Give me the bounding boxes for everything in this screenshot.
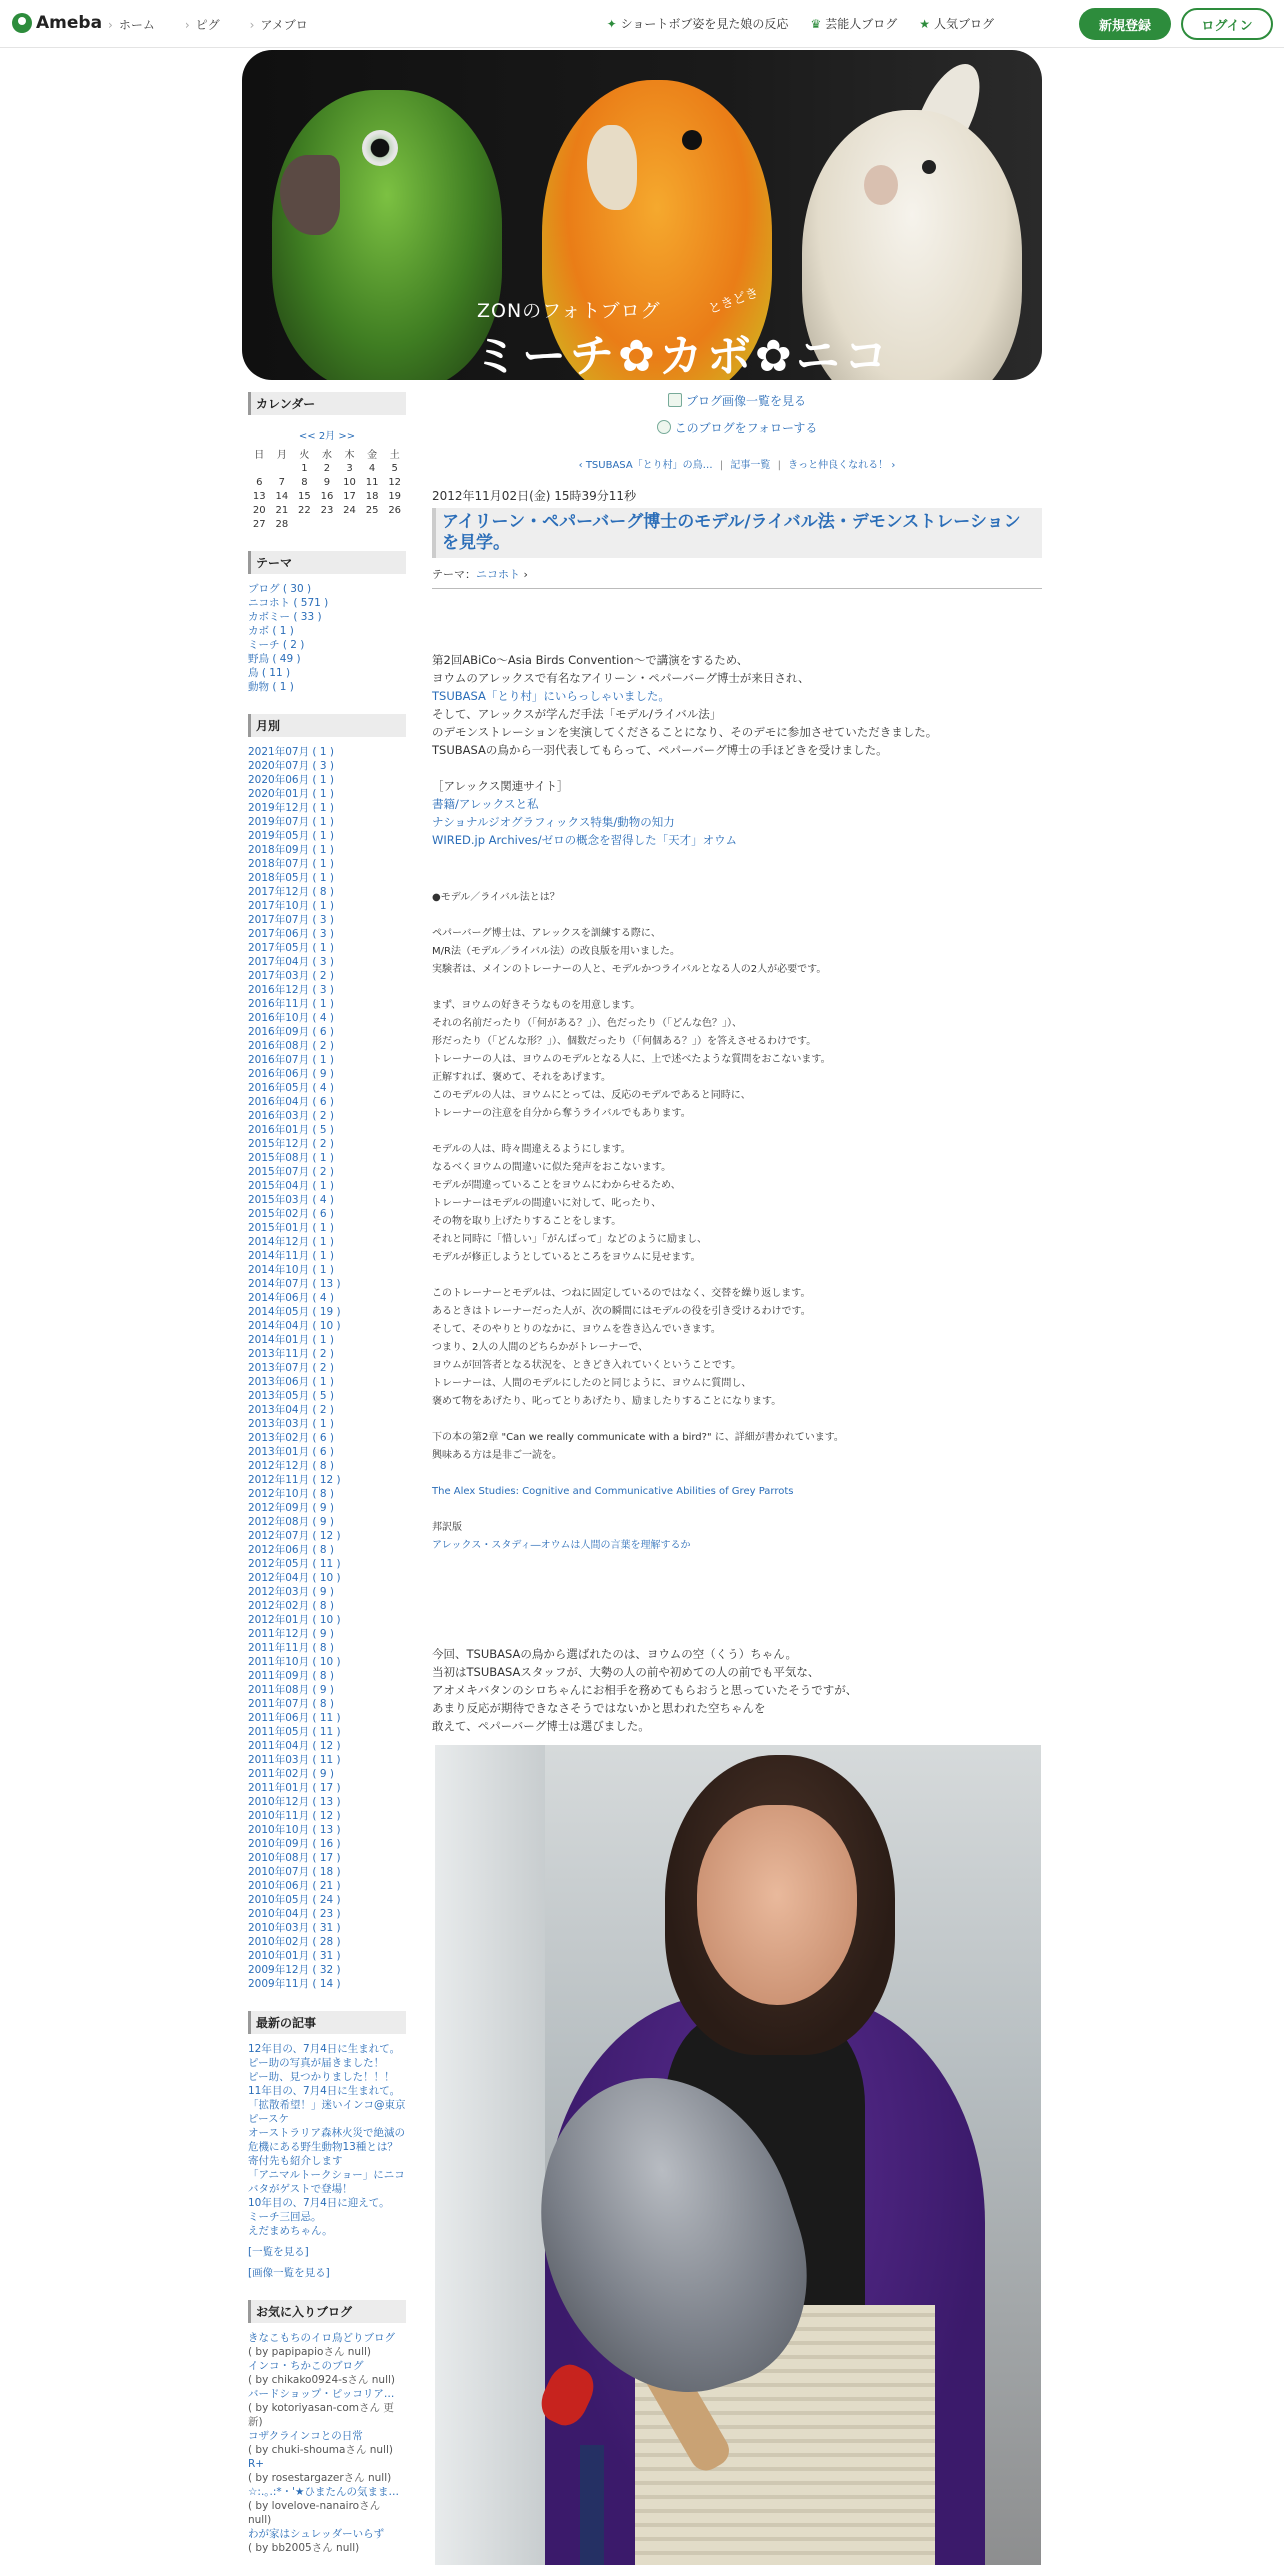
calendar-day: 3 [346,462,353,474]
monthly-archive-item[interactable]: 2012年08月 ( 9 ) [248,1516,334,1528]
calendar-heading: カレンダー [248,392,406,415]
monthly-archive-item[interactable]: 2010年03月 ( 31 ) [248,1922,341,1934]
monthly-archive-item[interactable]: 2014年05月 ( 19 ) [248,1306,341,1318]
calendar-day: 4 [368,462,376,474]
recent-post-item[interactable]: 10年目の、7月4日に迎えて。 [248,2197,390,2209]
calendar-weekday: 金 [367,450,378,461]
monthly-archive-item[interactable]: 2012年12月 ( 8 ) [248,1460,334,1472]
favorite-blog-title[interactable]: R+ [248,2458,265,2470]
intro-line: TSUBASA「とり村」にいらっしゃいました。 [432,689,670,703]
calendar-day [383,517,406,531]
monthly-archive-item[interactable]: 2016年06月 ( 9 ) [248,1068,334,1080]
monthly-archive-item[interactable]: 2019年07月 ( 1 ) [248,816,334,828]
monthly-archive-item[interactable]: 2011年08月 ( 9 ) [248,1684,334,1696]
crown-icon: ♛ [810,17,822,31]
recent-post-item[interactable]: 12年目の、7月4日に生まれて。 [248,2043,401,2055]
monthly-archive-item[interactable]: 2011年01月 ( 17 ) [248,1782,341,1794]
monthly-archive-item[interactable]: 2012年01月 ( 10 ) [248,1614,341,1626]
photo-background-pillar [435,1745,545,2565]
intro-line: ヨウムのアレックスで有名なアイリーン・ペパーバーグ博士が来日され、 [432,671,810,685]
monthly-archive-item[interactable]: 2012年06月 ( 8 ) [248,1544,334,1556]
intro-line: TSUBASAの鳥から一羽代表してもらって、ペパーバーグ博士の手ほどきを受けました。 [432,743,888,757]
paragraph-4 [432,1285,1042,1411]
favorite-blog-owner: ( by lovelove-nanairoさん null) [248,2500,381,2526]
calendar-day: 5 [391,462,398,474]
favorite-blog-title[interactable]: ☆:.｡.:*・'★ひまたんの気まま… [248,2486,399,2498]
monthly-archive-item[interactable]: 2011年12月 ( 9 ) [248,1628,334,1640]
calendar-month: 2月 [318,431,336,442]
pager-separator: | [777,460,781,471]
favorite-blogs-widget [248,2300,406,2555]
text-line: 敢えて、ペパーバーグ博士は選びました。 [432,1719,650,1733]
theme-item[interactable]: カボミー ( 33 ) [248,611,322,623]
calendar-weekday: 火 [299,450,310,461]
calendar-day: 12 [388,476,402,488]
monthly-archive-item[interactable]: 2016年05月 ( 4 ) [248,1082,334,1094]
blog-image-list-link[interactable]: ブログ画像一覧を見る [432,392,1042,419]
nav-celebrity-blog-link[interactable]: ♛ 芸能人ブログ [810,17,898,31]
monthly-archive-item[interactable]: 2012年10月 ( 8 ) [248,1488,334,1500]
post-theme-link[interactable]: ニコホト [476,568,520,581]
monthly-archive-item[interactable]: 2019年12月 ( 1 ) [248,802,334,814]
monthly-archive-item[interactable]: 2020年06月 ( 1 ) [248,774,334,786]
monthly-archive-item[interactable]: 2011年02月 ( 9 ) [248,1768,334,1780]
calendar-day: 27 [252,518,266,530]
text-line: このトレーナーとモデルは、つねに固定しているのではなく、交替を繰り返します。 [432,1288,811,1299]
monthly-archive-item[interactable]: 2013年02月 ( 6 ) [248,1432,334,1444]
calendar-day: 1 [301,462,308,474]
related-heading: ［アレックス関連サイト］ [432,779,569,793]
calendar-day: 7 [278,476,286,488]
monthly-archive-item[interactable]: 2014年06月 ( 4 ) [248,1292,334,1304]
related-link[interactable]: WIRED.jp Archives/ゼロの概念を習得した「天才」オウム [432,833,737,847]
section-title: ●モデル／ライバル法とは？ [432,892,560,903]
text-line: 実験者は、メインのトレーナーの人と、モデルかつライバルとなる人の2人が必要です。 [432,964,827,975]
favorite-blog-owner: ( by rosestargazerさん null) [248,2472,392,2484]
calendar-day: 23 [320,504,334,516]
monthly-archive-item[interactable]: 2018年09月 ( 1 ) [248,844,334,856]
monthly-archive-item[interactable]: 2015年12月 ( 2 ) [248,1138,334,1150]
sparkle-icon: ✦ [606,17,617,31]
calendar-day: 14 [275,490,289,502]
green-conure-eye [362,130,398,166]
favorite-blog-title[interactable]: コザクラインコとの日常 [248,2430,363,2442]
calendar-weekday: 月 [276,450,287,461]
monthly-archive-item[interactable]: 2010年06月 ( 21 ) [248,1880,341,1892]
text-line: それと同時に「惜しい」「がんばって」などのように励まし、 [432,1234,707,1245]
star-icon: ★ [919,17,930,31]
text-line: ペパーバーグ博士は、アレックスを訓練する際に、 [432,928,661,939]
calendar-day: 25 [365,504,379,516]
nav-home-link[interactable]: › ホーム [108,18,155,32]
calendar-day [293,517,316,531]
follow-icon [657,420,671,434]
nav-pigg-link[interactable]: › ピグ [184,18,220,32]
calendar-day: 8 [301,476,308,488]
monthly-archive-item[interactable]: 2021年07月 ( 1 ) [248,746,334,758]
chevron-right-icon: › [108,18,113,32]
theme-item[interactable]: カボ ( 1 ) [248,625,294,637]
ameba-logo[interactable] [12,13,102,33]
text-line: つまり、2人の人間のどちらかがトレーナーで、 [432,1342,649,1353]
monthly-archive-item[interactable]: 2009年12月 ( 32 ) [248,1964,341,1976]
related-link[interactable]: 書籍/アレックスと私 [432,797,539,811]
calendar-day: 17 [343,490,356,502]
monthly-archive-item[interactable]: 2009年11月 ( 14 ) [248,1978,341,1990]
follow-blog-link[interactable]: このブログをフォローする [432,419,1042,446]
post-explanation [432,889,1042,1555]
favorite-blogs-list [248,2331,406,2555]
monthly-archive-item[interactable]: 2017年06月 ( 3 ) [248,928,334,940]
monthly-archive-item[interactable]: 2020年07月 ( 3 ) [248,760,334,772]
monthly-archive-item[interactable]: 2015年02月 ( 6 ) [248,1208,334,1220]
recent-heading: 最新の記事 [248,2011,406,2034]
paragraph-3 [432,1141,1042,1267]
recent-post-item[interactable]: オーストラリア森林火災で絶滅の危機にある野生動物13種とは？ 寄付先も紹介します [248,2127,409,2167]
monthly-archive-item[interactable]: 2014年01月 ( 1 ) [248,1334,334,1346]
text-line: トレーナーは、人間のモデルにしたのと同じように、ヨウムに質問し、 [432,1378,752,1389]
recent-post-item[interactable]: ピー助の写真が届きました！ [248,2057,385,2069]
monthly-archive-item[interactable]: 2012年03月 ( 9 ) [248,1586,334,1598]
recent-post-item[interactable]: 「拡散希望！」迷いインコ@東京ピースケ [248,2099,406,2125]
monthly-archive-item[interactable]: 2014年12月 ( 1 ) [248,1236,334,1248]
monthly-archive-item[interactable]: 2010年07月 ( 18 ) [248,1866,341,1878]
chevron-right-icon: › [520,568,528,581]
text-line: なるべくヨウムの間違いに似た発声をおこないます。 [432,1162,672,1173]
related-sites [432,777,1042,849]
favorite-blog-owner: ( by bb2005さん null) [248,2542,360,2554]
nav-trending-topic-link[interactable]: ✦ ショートボブ姿を見た娘の反応 [606,17,789,31]
banner-subtitle: ZONのフォトブログ [477,300,661,322]
recent-list-all-link[interactable]: [一覧を見る] [248,2246,309,2258]
favorite-blog-title[interactable]: わが家はシュレッダーいらず [248,2528,385,2540]
monthly-archive-item[interactable]: 2011年10月 ( 10 ) [248,1656,341,1668]
lovebird-eye [682,130,702,150]
monthly-archive-item[interactable]: 2012年04月 ( 10 ) [248,1572,341,1584]
theme-item[interactable]: 動物 ( 1 ) [248,681,294,693]
favorite-blog-title[interactable]: バードショップ・ピッコリア… [248,2388,395,2400]
monthly-archive-item[interactable]: 2019年05月 ( 1 ) [248,830,334,842]
monthly-archive-item[interactable]: 2016年10月 ( 4 ) [248,1012,334,1024]
text-line: トレーナーはモデルの間違いに対して、叱ったり、 [432,1198,662,1209]
nav-popular-blog-link[interactable]: ★ 人気ブログ [919,17,994,31]
banner-tokidoki: ときどき [706,285,761,318]
theme-item[interactable]: 鳥 ( 11 ) [248,667,291,679]
calendar-week-row [248,461,406,475]
monthly-archive-item[interactable]: 2013年01月 ( 6 ) [248,1446,334,1458]
monthly-archive-item[interactable]: 2010年01月 ( 31 ) [248,1950,341,1962]
calendar-week-row [248,517,406,531]
monthly-archive-item[interactable]: 2013年11月 ( 2 ) [248,1348,334,1360]
monthly-archive-item[interactable]: 2010年05月 ( 24 ) [248,1894,341,1906]
recent-post-item[interactable]: 11年目の、7月4日に生まれて。 [248,2085,401,2097]
calendar-day: 21 [275,504,289,516]
pager-prev-link[interactable]: ‹ TSUBASA「とり村」の鳥… [578,460,713,471]
calendar-day [271,461,294,475]
theme-heading: テーマ [248,551,406,574]
calendar-day: 18 [365,490,379,502]
sidebar [248,392,409,2568]
monthly-archive-item[interactable]: 2013年04月 ( 2 ) [248,1404,334,1416]
favorite-blog-owner: ( by chuki-shoumaさん null) [248,2444,393,2456]
calendar-day: 20 [252,504,266,516]
post-intro [432,651,1042,759]
related-links [432,795,1042,849]
post-date: 2012年11月02日(金) 15時39分11秒 [432,489,637,503]
monthly-archive-item[interactable]: 2015年01月 ( 1 ) [248,1222,334,1234]
monthly-archive-item[interactable]: 2013年07月 ( 2 ) [248,1362,334,1374]
monthly-archive-item[interactable]: 2015年04月 ( 1 ) [248,1180,334,1192]
calendar-weekday: 土 [389,450,400,461]
calendar-day: 24 [343,504,356,516]
text-line: トレーナーの人は、ヨウムのモデルとなる人に、上で述べたような質問をおこないます。 [432,1054,831,1065]
monthly-archive-item[interactable]: 2010年08月 ( 17 ) [248,1852,341,1864]
calendar-prev-link[interactable]: << [298,431,316,442]
text-line: その物を取り上げたりすることをします。 [432,1216,622,1227]
monthly-archive-item[interactable]: 2011年07月 ( 8 ) [248,1698,334,1710]
related-link[interactable]: ナショナルジオグラフィックス特集/動物の知力 [432,815,675,829]
monthly-archive-item[interactable]: 2011年05月 ( 11 ) [248,1726,341,1738]
cockatiel-beak [864,165,898,205]
monthly-list [248,745,406,1991]
monthly-archive-item[interactable]: 2012年05月 ( 11 ) [248,1558,341,1570]
favorites-heading: お気に入りブログ [248,2300,406,2323]
favorite-blog-owner: ( by papipapioさん null) [248,2346,372,2358]
blog-header-banner[interactable] [242,50,1042,380]
book-link[interactable]: The Alex Studies: Cognitive and Communicative Abilities of Grey Parrots [432,1486,794,1497]
monthly-archive-item[interactable]: 2014年04月 ( 10 ) [248,1320,341,1332]
text-line: 興味ある方は是非ご一読を。 [432,1450,562,1461]
text-line: アオメキバタンのシロちゃんにお相手を務めてもらおうと思っていたそうですが、 [432,1683,858,1697]
calendar-widget [248,392,406,531]
monthly-archive-item[interactable]: 2017年12月 ( 8 ) [248,886,334,898]
monthly-archive-item[interactable]: 2018年05月 ( 1 ) [248,872,334,884]
nav-ameblo-link[interactable]: › アメブロ [249,18,308,32]
top-nav-right [607,15,994,32]
recent-post-item[interactable]: ミーチ三回忌。 [248,2211,322,2223]
monthly-archive-widget [248,714,406,1991]
monthly-archive-item[interactable]: 2017年07月 ( 3 ) [248,914,334,926]
text-line: このモデルの人は、ヨウムにとっては、反応のモデルであると同時に、 [432,1090,751,1101]
main-content [432,392,1042,2565]
paragraph-1 [432,925,1042,979]
monthly-archive-item[interactable]: 2012年11月 ( 12 ) [248,1474,341,1486]
calendar-day: 11 [365,476,379,488]
text-line: モデルが間違っていることをヨウムにわからせるため、 [432,1180,681,1191]
calendar-body [248,461,406,531]
theme-item[interactable]: ミーチ ( 2 ) [248,639,305,651]
pager-next-link[interactable]: きっと仲良くなれる！ › [788,460,896,471]
lovebird-beak [587,125,637,210]
photo-perch-stand [580,2445,604,2565]
monthly-archive-item[interactable]: 2012年07月 ( 12 ) [248,1530,341,1542]
ameba-logo-icon [12,13,32,33]
monthly-archive-item[interactable]: 2013年05月 ( 5 ) [248,1390,334,1402]
text-line: そして、そのやりとりのなかに、ヨウムを巻き込んでいきます。 [432,1324,721,1335]
calendar-day: 10 [343,476,356,488]
post-photo-parrot-and-researcher[interactable] [435,1745,1041,2565]
paragraph-6 [432,1645,1042,1735]
monthly-archive-item[interactable]: 2012年02月 ( 8 ) [248,1600,334,1612]
calendar-day: 22 [298,504,311,516]
theme-item[interactable]: ブログ ( 30 ) [248,583,312,595]
monthly-archive-item[interactable]: 2017年03月 ( 2 ) [248,970,334,982]
monthly-archive-item[interactable]: 2014年10月 ( 1 ) [248,1264,334,1276]
monthly-archive-item[interactable]: 2012年09月 ( 9 ) [248,1502,334,1514]
monthly-archive-item[interactable]: 2016年07月 ( 1 ) [248,1054,334,1066]
recent-post-item[interactable]: えだまめちゃん。 [248,2225,333,2237]
text-line: 褒めて物をあげたり、叱ってとりあげたり、励ましたりすることになります。 [432,1396,782,1407]
text-line: 下の本の第2章 "Can we really communicate with a bird?" に、詳細が書かれています。 [432,1432,844,1443]
monthly-archive-item[interactable]: 2016年01月 ( 5 ) [248,1124,334,1136]
monthly-archive-item[interactable]: 2014年11月 ( 1 ) [248,1250,334,1262]
calendar-table [248,446,406,531]
ameba-logo-text: Ameba [36,13,103,33]
calendar-week-row [248,475,406,489]
calendar-day: 9 [323,476,331,488]
intro-line: のデモンストレーションを実演してくださることになり、そのデモに参加させていただきました。 [432,725,938,739]
monthly-archive-item[interactable]: 2015年03月 ( 4 ) [248,1194,334,1206]
text-line: あまり反応が期待できなさそうではないかと思われた空ちゃんを [432,1701,766,1715]
text-line: 形だったり（「どんな形？」）、個数だったり（「何個ある？」）を答えさせるわけです。 [432,1036,817,1047]
monthly-archive-item[interactable]: 2016年03月 ( 2 ) [248,1110,334,1122]
text-line: モデルの人は、時々間違えるようにします。 [432,1144,631,1155]
monthly-archive-item[interactable]: 2018年07月 ( 1 ) [248,858,334,870]
calendar-day [338,517,361,531]
favorite-blog-title[interactable]: インコ・ちかこのブログ [248,2360,364,2372]
theme-item[interactable]: ニコホト ( 571 ) [248,597,329,609]
register-button[interactable]: 新規登録 [1079,8,1171,40]
chevron-right-icon: › [249,18,255,32]
text-line: 正解すれば、褒めて、それをあげます。 [432,1072,611,1083]
monthly-archive-item[interactable]: 2014年07月 ( 13 ) [248,1278,341,1290]
recent-posts-widget [248,2011,409,2280]
calendar-day: 15 [298,490,311,502]
post-pager [432,456,1042,471]
favorite-blog-owner: ( by kotoriyasan-comさん 更新) [248,2402,394,2428]
monthly-archive-item[interactable]: 2015年08月 ( 1 ) [248,1152,334,1164]
photo-face [697,1805,857,2005]
monthly-archive-item[interactable]: 2011年09月 ( 8 ) [248,1670,334,1682]
monthly-archive-item[interactable]: 2017年05月 ( 1 ) [248,942,334,954]
translation-label: 邦訳版 [432,1522,462,1533]
recent-post-item[interactable]: ピー助、見つかりました！！！ [248,2071,395,2083]
recent-posts-list [248,2042,409,2238]
calendar-weekday: 水 [321,450,332,461]
monthly-archive-item[interactable]: 2013年03月 ( 1 ) [248,1418,334,1430]
monthly-archive-item[interactable]: 2010年04月 ( 23 ) [248,1908,341,1920]
monthly-archive-item[interactable]: 2016年11月 ( 1 ) [248,998,334,1010]
paragraph-5 [432,1429,1042,1465]
recent-post-item[interactable]: 「アニマルトークショー」にニコバタがゲストで登場！ [248,2169,405,2195]
monthly-archive-item[interactable]: 2013年06月 ( 1 ) [248,1376,334,1388]
text-line: 当初はTSUBASAスタッフが、大勢の人の前や初めての人の前でも平気な、 [432,1665,820,1679]
favorite-blog-title[interactable]: きなこもちのイロ鳥どりブログ [248,2332,395,2344]
theme-list [248,582,406,694]
text-line: ヨウムが回答者となる状況を、ときどき入れていくということです。 [432,1360,742,1371]
calendar-weekday-row [248,446,406,461]
post-title[interactable]: アイリーン・ペパーバーグ博士のモデル/ライバル法・デモンストレーションを見学。 [432,508,1042,558]
calendar-week-row [248,503,406,517]
calendar-day: 26 [388,504,402,516]
calendar-day [248,461,271,475]
monthly-archive-item[interactable]: 2011年04月 ( 12 ) [248,1740,341,1752]
monthly-archive-item[interactable]: 2010年09月 ( 16 ) [248,1838,341,1850]
theme-widget [248,551,406,694]
pager-separator: | [719,460,724,471]
post-theme [432,566,1042,589]
post-theme-label: テーマ： [432,568,476,581]
monthly-archive-item[interactable]: 2016年12月 ( 3 ) [248,984,334,996]
text-line: モデルが修正しようとしているところをヨウムに見せます。 [432,1252,701,1263]
monthly-archive-item[interactable]: 2010年12月 ( 13 ) [248,1796,341,1808]
calendar-day: 19 [388,490,402,502]
monthly-heading: 月別 [248,714,406,737]
intro-line: そして、アレックスが学んだ手法「モデル/ライバル法」 [432,707,722,721]
calendar-next-link[interactable]: >> [338,431,356,442]
cockatiel-eye [922,160,936,174]
monthly-archive-item[interactable]: 2017年04月 ( 3 ) [248,956,334,968]
top-nav-left [108,16,308,33]
top-navigation-bar [0,0,1284,48]
intro-line: 第2回ABiCo～Asia Birds Convention～で講演をするため、 [432,653,749,667]
calendar-month-nav [248,427,406,442]
monthly-archive-item[interactable]: 2016年08月 ( 2 ) [248,1040,334,1052]
text-line: まず、ヨウムの好きそうなものを用意します。 [432,1000,641,1011]
calendar-weekday: 日 [254,450,265,461]
text-line: M/R法（モデル／ライバル法）の改良版を用いました。 [432,946,680,957]
banner-title: ミーチ✿カボ✿ニコ [474,331,892,380]
calendar-day: 13 [252,490,266,502]
monthly-archive-item[interactable]: 2010年11月 ( 12 ) [248,1810,341,1822]
calendar-day [316,517,339,531]
login-button[interactable]: ログイン [1181,8,1273,40]
monthly-archive-item[interactable]: 2015年07月 ( 2 ) [248,1166,334,1178]
monthly-archive-item[interactable]: 2017年10月 ( 1 ) [248,900,334,912]
calendar-week-row [248,489,406,503]
monthly-archive-item[interactable]: 2016年09月 ( 6 ) [248,1026,334,1038]
monthly-archive-item[interactable]: 2020年01月 ( 1 ) [248,788,334,800]
monthly-archive-item[interactable]: 2011年03月 ( 11 ) [248,1754,341,1766]
monthly-archive-item[interactable]: 2011年11月 ( 8 ) [248,1642,334,1654]
image-list-icon [668,393,682,407]
text-line: あるときはトレーナーだった人が、次の瞬間にはモデルの役を引き受けるわけです。 [432,1306,811,1317]
theme-item[interactable]: 野鳥 ( 49 ) [248,653,301,665]
calendar-day [361,517,384,531]
monthly-archive-item[interactable]: 2010年10月 ( 13 ) [248,1824,341,1836]
chevron-right-icon: › [184,18,190,32]
calendar-weekday: 木 [344,450,355,461]
calendar-day: 6 [256,476,263,488]
monthly-archive-item[interactable]: 2010年02月 ( 28 ) [248,1936,341,1948]
text-line: トレーナーの注意を自分から奪うライバルでもあります。 [432,1108,691,1119]
favorite-blog-owner: ( by chikako0924-sさん null) [248,2374,396,2386]
calendar-day: 28 [275,518,289,530]
text-line: 今回、TSUBASAの鳥から選ばれたのは、ヨウムの空（くう）ちゃん。 [432,1647,797,1661]
recent-image-list-link[interactable]: [画像一覧を見る] [248,2267,330,2279]
calendar-day: 2 [323,462,331,474]
translation-link[interactable]: アレックス・スタディ―オウムは人間の言葉を理解するか [432,1540,691,1551]
paragraph-2 [432,997,1042,1123]
pager-list-link[interactable]: 記事一覧 [730,460,771,471]
calendar-day: 16 [320,490,334,502]
text-line: それの名前だったり（「何がある？」）、色だったり（「どんな色？」）、 [432,1018,742,1029]
monthly-archive-item[interactable]: 2016年04月 ( 6 ) [248,1096,334,1108]
monthly-archive-item[interactable]: 2011年06月 ( 11 ) [248,1712,341,1724]
